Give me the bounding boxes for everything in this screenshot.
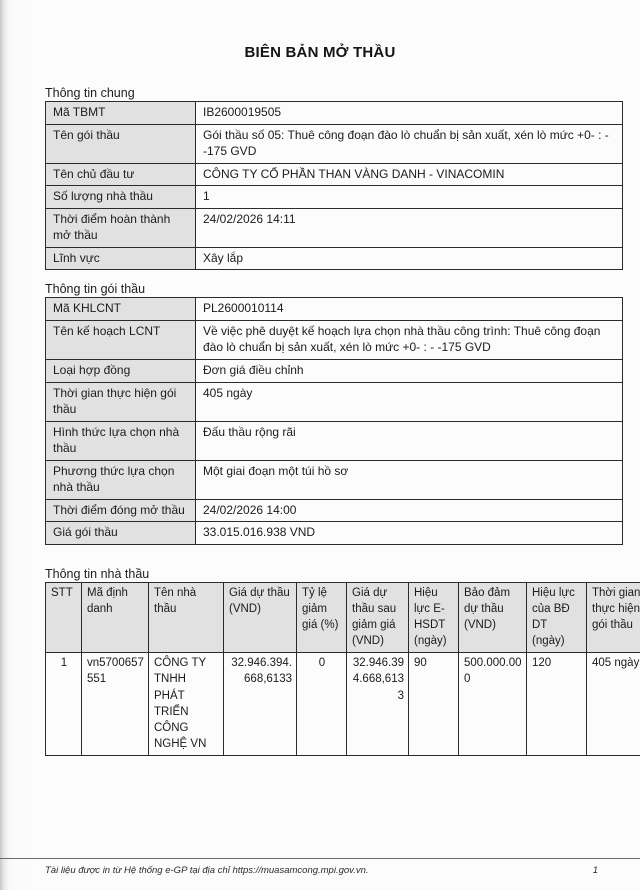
row-value: Xây lắp	[196, 247, 623, 270]
table-row	[46, 499, 623, 522]
row-label: Thời điểm đóng mở thầu	[46, 499, 196, 522]
column-header: Tên nhà thầu	[149, 582, 224, 652]
footer-page-number: 1	[592, 865, 598, 876]
row-value: Gói thầu số 05: Thuê công đoạn đào lò chuẩn bị sản xuất, xén lò mức +0- : - -175 GVD	[196, 124, 623, 163]
table-row	[46, 186, 623, 209]
table-row	[46, 163, 623, 186]
table-row	[46, 522, 623, 545]
row-value: Về việc phê duyệt kế hoạch lựa chọn nhà thầu công trình: Thuê công đoạn đào lò chuẩn bị sản xuất, xén lò mức +0- : - -175 GVD	[196, 320, 623, 359]
cell-ma-dinh-danh: vn5700657551	[82, 653, 149, 756]
table-row	[46, 247, 623, 270]
page-footer	[0, 858, 640, 876]
package-info-table	[45, 297, 623, 545]
cell-hieu-luc-bddt: 120	[527, 653, 587, 756]
table-row	[46, 360, 623, 383]
cell-stt: 1	[46, 653, 82, 756]
contractor-table	[45, 582, 640, 756]
table-row	[46, 421, 623, 460]
row-value: CÔNG TY CỔ PHẦN THAN VÀNG DANH - VINACOMIN	[196, 163, 623, 186]
cell-ty-le-giam-gia: 0	[297, 653, 347, 756]
cell-hieu-luc-ehsdt: 90	[409, 653, 459, 756]
table-row	[46, 124, 623, 163]
section-heading-general: Thông tin chung	[45, 86, 135, 100]
table-row	[46, 382, 623, 421]
row-value: IB2600019505	[196, 102, 623, 125]
row-label: Loại hợp đồng	[46, 360, 196, 383]
column-header: Hiệu lực E-HSDT (ngày)	[409, 582, 459, 652]
column-header: Hiệu lực của BĐ DT (ngày)	[527, 582, 587, 652]
cell-ten-nha-thau: CÔNG TY TNHH PHÁT TRIỂN CÔNG NGHỆ VN	[149, 653, 224, 756]
row-value: Đấu thầu rộng rãi	[196, 421, 623, 460]
table-row	[46, 102, 623, 125]
cell-thoi-gian-thuc-hien: 405 ngày	[587, 653, 640, 756]
cell-gia-sau-giam-gia: 32.946.394.668,6133	[347, 653, 409, 756]
table-row	[46, 298, 623, 321]
row-label: Mã TBMT	[46, 102, 196, 125]
row-label: Lĩnh vực	[46, 247, 196, 270]
row-value: 33.015.016.938 VND	[196, 522, 623, 545]
row-label: Tên gói thầu	[46, 124, 196, 163]
document-title: BIÊN BẢN MỞ THẦU	[244, 44, 396, 61]
table-row	[46, 320, 623, 359]
row-label: Giá gói thầu	[46, 522, 196, 545]
contractor-table-header-row	[46, 582, 640, 652]
table-row	[46, 208, 623, 247]
cell-bao-dam-du-thau: 500.000.000	[459, 653, 527, 756]
column-header: Mã định danh	[82, 582, 149, 652]
row-label: Tên chủ đầu tư	[46, 163, 196, 186]
section-heading-package: Thông tin gói thầu	[45, 282, 146, 297]
row-label: Thời điểm hoàn thành mở thầu	[46, 208, 196, 247]
general-info-table	[45, 101, 623, 270]
row-label: Mã KHLCNT	[46, 298, 196, 321]
row-value: 405 ngày	[196, 382, 623, 421]
row-value: Đơn giá điều chỉnh	[196, 360, 623, 383]
row-label: Phương thức lựa chọn nhà thầu	[46, 460, 196, 499]
cell-gia-du-thau: 32.946.394.668,6133	[224, 653, 297, 756]
column-header: STT	[46, 582, 82, 652]
footer-note: Tài liệu được in từ Hệ thống e-GP tại địa chỉ https://muasamcong.mpi.gov.vn.	[45, 865, 369, 876]
row-label: Thời gian thực hiện gói thầu	[46, 382, 196, 421]
column-header: Bảo đảm dự thầu (VND)	[459, 582, 527, 652]
row-value: 24/02/2026 14:11	[196, 208, 623, 247]
column-header: Giá dự thầu sau giảm giá (VND)	[347, 582, 409, 652]
row-value: 1	[196, 186, 623, 209]
column-header: Tỷ lệ giảm giá (%)	[297, 582, 347, 652]
contractor-row	[46, 653, 640, 756]
column-header: Giá dự thầu (VND)	[224, 582, 297, 652]
row-value: 24/02/2026 14:00	[196, 499, 623, 522]
row-value: PL2600010114	[196, 298, 623, 321]
row-label: Số lượng nhà thầu	[46, 186, 196, 209]
row-label: Hình thức lựa chọn nhà thầu	[46, 421, 196, 460]
column-header: Thời gian thực hiện gói thầu	[587, 582, 640, 652]
table-row	[46, 460, 623, 499]
row-value: Một giai đoạn một túi hồ sơ	[196, 460, 623, 499]
section-heading-contractors: Thông tin nhà thầu	[45, 566, 150, 581]
row-label: Tên kế hoạch LCNT	[46, 320, 196, 359]
